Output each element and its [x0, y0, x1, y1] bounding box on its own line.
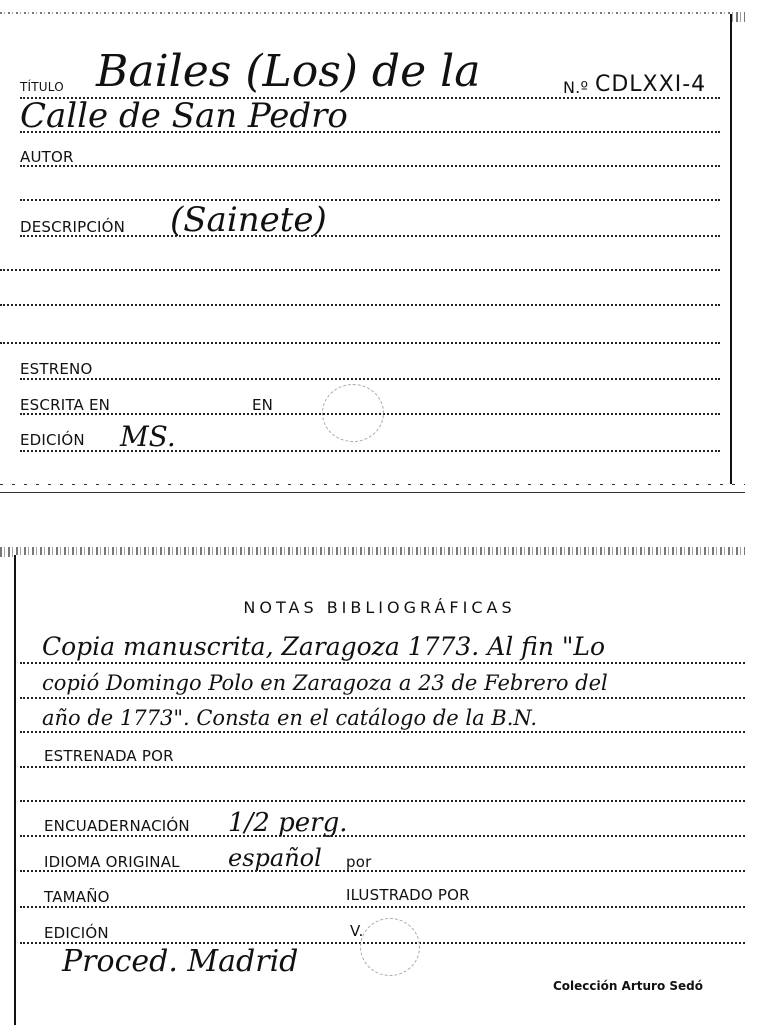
label-escrita-en: ESCRITA EN	[20, 396, 111, 414]
note-line-3: año de 1773". Consta en el catálogo de la B.N.	[42, 706, 538, 730]
note-line-2: copió Domingo Polo en Zaragoza a 23 de Febrero del	[42, 671, 608, 695]
dotline-encuadernacion	[20, 835, 745, 837]
dotline-autor-2	[20, 199, 720, 201]
label-edicion-bottom: EDICIÓN	[44, 924, 109, 942]
label-encuadernacion: ENCUADERNACIÓN	[44, 817, 190, 835]
label-idioma-original: IDIOMA ORIGINAL	[44, 853, 180, 871]
label-edicion-top: EDICIÓN	[20, 431, 85, 449]
value-encuadernacion: 1/2 perg.	[228, 808, 348, 838]
dotline-estrenada	[20, 766, 745, 768]
dotline-estreno	[20, 378, 720, 380]
dotline-desc-4	[0, 342, 720, 344]
dotline-notes-1	[20, 662, 745, 664]
value-titulo-line1: Bailes (Los) de la	[96, 46, 481, 97]
label-en: EN	[252, 396, 274, 414]
dotline-desc-2	[0, 269, 720, 271]
note-line-1: Copia manuscrita, Zaragoza 1773. Al fin "Lo	[42, 632, 606, 661]
label-numero: N.º	[563, 78, 589, 97]
label-por: por	[346, 853, 372, 871]
label-ilustrado-por: ILUSTRADO POR	[346, 886, 470, 904]
dotline-blank	[20, 800, 745, 802]
dotline-idioma	[20, 870, 745, 872]
dotline-tamano	[20, 906, 745, 908]
collection-credit: Colección Arturo Sedó	[552, 979, 703, 993]
value-descripcion: (Sainete)	[170, 200, 327, 240]
dotline-autor	[20, 165, 720, 167]
stamp-mark-bottom	[360, 918, 420, 976]
value-edicion-top: MS.	[120, 420, 176, 453]
label-estrenada-por: ESTRENADA POR	[44, 747, 174, 765]
label-titulo: TÍTULO	[20, 80, 64, 94]
dotline-notes-3	[20, 731, 745, 733]
dotline-notes-2	[20, 697, 745, 699]
label-descripcion: DESCRIPCIÓN	[20, 218, 126, 236]
card-bottom-edge	[0, 484, 745, 493]
notas-header: NOTAS BIBLIOGRÁFICAS	[243, 598, 516, 617]
value-numero: CDLXXI-4	[595, 72, 707, 97]
label-autor: AUTOR	[20, 148, 74, 166]
value-idioma-original: español	[228, 844, 322, 872]
stamp-mark-top	[322, 384, 384, 442]
dotline-desc-3	[0, 304, 720, 306]
label-v: V.	[350, 922, 364, 940]
value-titulo-line2: Calle de San Pedro	[20, 96, 348, 136]
dotline-descripcion	[20, 235, 720, 237]
label-estreno: ESTRENO	[20, 360, 93, 378]
value-procedencia: Proced. Madrid	[62, 944, 299, 979]
label-tamano: TAMAÑO	[44, 888, 110, 906]
